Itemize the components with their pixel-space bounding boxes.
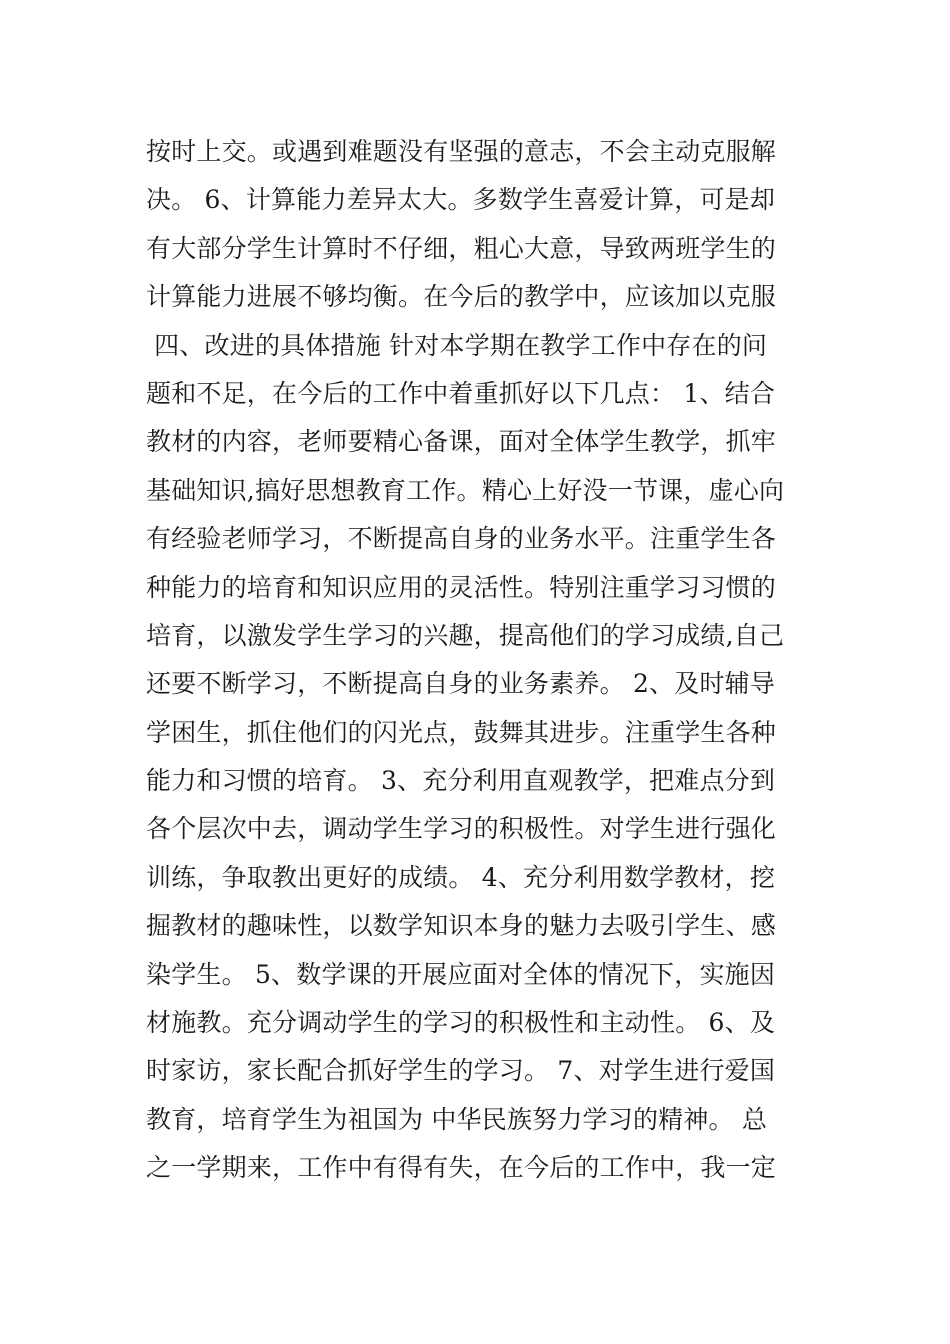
text-line: 染学生。 5、数学课的开展应面对全体的情况下，实施因 [146,959,776,989]
text-line: 四、改进的具体措施 针对本学期在教学工作中存在的问 [146,330,768,360]
text-line: 题和不足，在今后的工作中着重抓好以下几点： 1、结合 [146,378,776,408]
text-line: 材施教。充分调动学生的学习的积极性和主动性。 6、及 [146,1008,776,1038]
text-line: 时家访，家长配合抓好学生的学习。 7、对学生进行爱国 [146,1056,776,1086]
text-line: 决。 6、计算能力差异太大。多数学生喜爱计算，可是却 [146,185,776,215]
text-line: 教育，培育学生为祖国为 中华民族努力学习的精神。 总 [146,1104,768,1134]
text-line: 训练，争取教出更好的成绩。 4、充分利用数学教材，挖 [146,862,776,892]
text-line: 教材的内容，老师要精心备课，面对全体学生教学，抓牢 [146,427,777,457]
text-line: 基础知识,搞好思想教育工作。精心上好没一节课，虚心向 [146,475,785,505]
text-line: 有经验老师学习，不断提高自身的业务水平。注重学生各 [146,524,777,554]
body-text [146,128,816,1193]
text-line: 各个层次中去，调动学生学习的积极性。对学生进行强化 [146,814,777,844]
text-line: 按时上交。或遇到难题没有坚强的意志，不会主动克服解 [146,137,777,166]
text-line: 还要不断学习，不断提高自身的业务素养。 2、及时辅导 [146,669,776,699]
text-line: 种能力的培育和知识应用的灵活性。特别注重学习习惯的 [146,572,777,602]
text-line: 学困生，抓住他们的闪光点，鼓舞其进步。注重学生各种 [146,717,777,747]
text-line: 有大部分学生计算时不仔细，粗心大意，导致两班学生的 [146,233,777,263]
text-line: 掘教材的趣味性，以数学知识本身的魅力去吸引学生、感 [146,911,777,941]
text-line: 计算能力进展不够均衡。在今后的教学中，应该加以克服 [146,282,777,312]
text-line: 能力和习惯的培育。 3、充分利用直观教学，把难点分到 [146,766,776,796]
text-line: 培育，以激发学生学习的兴趣，提高他们的学习成绩,自己 [146,620,785,650]
text-line: 之一学期来，工作中有得有失，在今后的工作中，我一定 [146,1153,777,1183]
